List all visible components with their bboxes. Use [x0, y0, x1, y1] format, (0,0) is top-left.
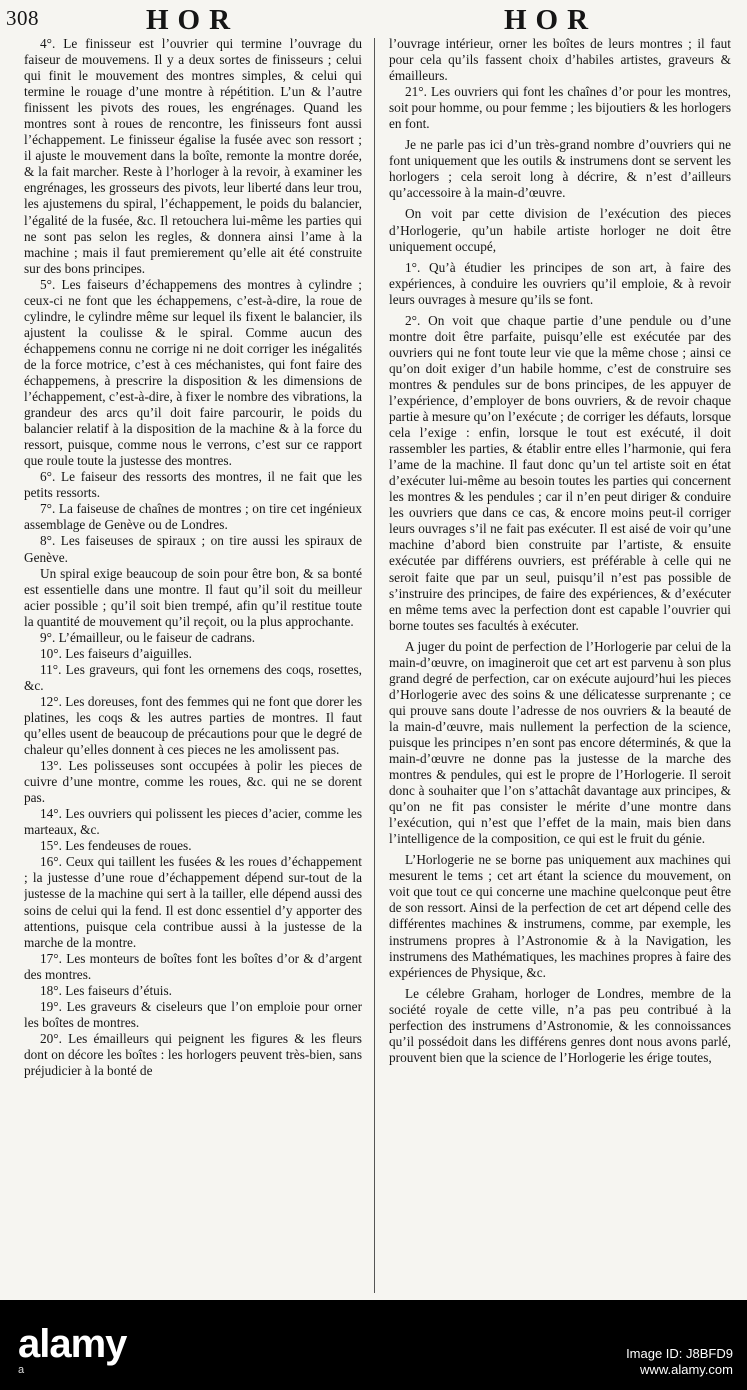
paragraph: 9°. L’émailleur, ou le faiseur de cadrans.: [40, 629, 256, 645]
paragraph: 20°. Les émailleurs qui peignent les figures & les fleurs dont on décore les boîtes : les horlogers peuvent très-bien, sans préjudicier à la bonté de: [24, 1030, 362, 1078]
paragraph: 19°. Les graveurs & ciseleurs que l’on emploie pour orner les boîtes de montres.: [24, 998, 362, 1030]
paragraph: 4°. Le finisseur est l’ouvrier qui termine l’ouvrage du faiseur de mouvemens. Il y a deux sortes de finisseurs ; celui qui finit le mouvement des montres simples, & celui qui termine le rouage d’une montre à répétition. L’un & l’autre finissent les pivots des roues, les engrénages. Quand les montres sont à roues de rencontre, les finisseurs font aussi l’échappement. Le finisseur égalise la fusée avec son ressort ; il ajuste le mouvement dans la boîte, remonte la montre dorée, & la fait marcher. Reste à l’horloger à la revoir, à examiner les engrénages, les grosseurs des pivots, leur liberté dans leur trou, les ajustemens du spiral, l’échappement, le poids du balancier, l’égalité de la fusée, &c. Il retouchera lui-même les parties qui ne sont pas selon les regles, & donnera ainsi l’ame à la machine ; mais il faut premierement qu’elle ait été construite sur des bons principes.: [24, 36, 362, 276]
paragraph: 16°. Ceux qui taillent les fusées & les roues d’échappement ; la justesse d’une roue d’échappement dépend sur-tout de la justesse de la machine qui sert à la tailler, elle dépend aussi des soins de celui qui la fend. Il est donc essentiel d’y apporter des attentions, puisque cela contribue aussi à la justesse de la marche de la montre.: [24, 854, 362, 950]
paragraph: 10°. Les faiseurs d’aiguilles.: [40, 645, 192, 661]
paragraph: On voit par cette division de l’exécution des pieces d’Horlogerie, qu’un habile artiste horloger ne doit être uniquement occupé,: [389, 206, 731, 254]
paragraph: A juger du point de perfection de l’Horlogerie par celui de la main-d’œuvre, on imagineroit que cet art est parvenu à son plus grand degré de perfection, car on exécute aujourd’hui les pieces d’Horlogerie avec des soins & une délicatesse surprenante ; ce qui prouve sans doute l’adresse de nos ouvriers & la beauté de la main-d’œuvre, mais nullement la perfection de la science, puisque les principes n’en sont pas encore déterminés, & que la main-d’œuvre ne donne pas la justesse de la marche des montres & pendules, qui est le propre de l’Horlogerie. Il seroit donc à souhaiter que l’on s’attachât davantage aux principes, & qu’on ne fit pas consister le mérite d’une montre dans l’exécution, qui n’est que l’effet de la main, mais bien dans l’intelligence de la composition, ce qui est le fruit du génie.: [389, 638, 731, 847]
paragraph: 8°. Les faiseuses de spiraux ; on tire aussi les spiraux de Genève.: [24, 533, 362, 565]
paragraph: 6°. Le faiseur des ressorts des montres, il ne fait que les petits ressorts.: [24, 469, 362, 501]
paragraph: l’ouvrage intérieur, orner les boîtes de leurs montres ; il faut pour cela qu’ils fassent choix d’habiles artistes, graveurs & émailleurs.: [389, 36, 731, 84]
paragraph: Je ne parle pas ici d’un très-grand nombre d’ouvriers qui ne font uniquement que les outils & instrumens dont se servent les horlogers ; cela seroit long à décrire, & n’est d’ailleurs qu’accessoire à la main-d’œuvre.: [389, 137, 731, 201]
site-url: www.alamy.com: [640, 1362, 733, 1377]
paragraph: L’Horlogerie ne se borne pas uniquement aux machines qui mesurent le tems ; cet art étant la science du mouvement, on voit que tout ce qui concerne une machine quelconque peut être de son ressort. Ainsi de la perfection de cet art dépend celle des différentes machines & instrumens, comme, par exemple, les instrumens propres à l’Astronomie & à la Navigation, les instrumens des Mathématiques, les machines propres à faire des expériences de Physique, &c.: [389, 852, 731, 980]
left-text-column: [24, 36, 362, 1298]
running-head-left: HOR: [146, 4, 240, 36]
paragraph: 13°. Les polisseuses sont occupées à polir les pieces de cuivre d’une montre, comme les roues, &c. qui ne se dorent pas.: [24, 758, 362, 806]
reference-mark: a: [18, 1364, 25, 1376]
paragraph: 17°. Les monteurs de boîtes font les boîtes d’or & d’argent des montres.: [24, 950, 362, 982]
paragraph: 5°. Les faiseurs d’échappemens des montres à cylindre ; ceux-ci ne font que les échappemens, c’est-à-dire, la roue de cylindre, le cylindre même sur lequel ils fixent le balancier, ils ajustent la coulisse & le spiral. Comme aucun des échappemens connu ne corrige ni ne doit corriger les inégalités de la force motrice, c’est à ces méchanistes, qui font faire des échappemens, à prescrire la disposition & les dimensions de l’échappement, c’est-à-dire, à fixer le nombre des vibrations, la grandeur des arcs qu’il doit faire parcourir, le poids du balancier relatif à la disposition de la machine & à la force du ressort, puisque, comme nous le verrons, c’est sur ce rapport que roule toute la justesse des montres.: [24, 276, 362, 469]
paragraph: 1°. Qu’à étudier les principes de son art, à faire des expériences, à conduire les ouvriers qu’il emploie, & à revoir leurs ouvrages à mesure qu’ils se font.: [389, 259, 731, 307]
alamy-logo: alamy: [18, 1322, 127, 1366]
paragraph: 11°. Les graveurs, qui font les ornemens des coqs, rosettes, &c.: [24, 661, 362, 693]
paragraph: 14°. Les ouvriers qui polissent les pieces d’acier, comme les marteaux, &c.: [24, 806, 362, 838]
right-text-column: [389, 36, 731, 1298]
paragraph: 18°. Les faiseurs d’étuis.: [40, 982, 172, 998]
page-number: 308: [6, 6, 39, 30]
column-divider: [374, 38, 375, 1293]
paragraph: 12°. Les doreuses, font des femmes qui ne font que dorer les platines, les coqs & les autres parties de montres. Il faut qu’elles usent de beaucoup de précautions pour que le degré de chaleur qu’elles donnent à ces pieces ne les amolissent pas.: [24, 693, 362, 758]
paragraph: Un spiral exige beaucoup de soin pour être bon, & sa bonté est essentielle dans une montre. Il faut qu’il soit du meilleur acier possible ; qu’il soit bien trempé, afin qu’il restitue toute la quantité de mouvement qu’il reçoit, ou la plus approchante.: [24, 565, 362, 629]
paragraph: 7°. La faiseuse de chaînes de montres ; on tire cet ingénieux assemblage de Genève ou de Londres.: [24, 501, 362, 533]
paragraph: 21°. Les ouvriers qui font les chaînes d’or pour les montres, soit pour homme, ou pour femme ; les bijoutiers & les horlogers en font.: [389, 84, 731, 132]
running-head-right: HOR: [504, 4, 598, 36]
paragraph: 15°. Les fendeuses de roues.: [40, 838, 192, 854]
image-id: Image ID: J8BFD9: [626, 1346, 733, 1361]
paragraph: 2°. On voit que chaque partie d’une pendule ou d’une montre doit être parfaite, puisqu’elle est exécutée par des ouvriers qui ne font toute leur vie que la même chose ; ainsi ce qu’on doit exiger d’un habile homme, c’est de construire ses montres & pendules sur de bons principes, de les appuyer de l’expérience, d’employer de bons ouvriers, & de revoir chaque partie à mesure qu’on l’exécute ; de corriger les défauts, lorsque cela l’exige : enfin, lorsque le tout est exécuté, il doit rassembler les parties, & établir entre elles l’harmonie, qui fera l’ame de la machine. Il faut donc qu’un tel artiste soit en état d’exécuter lui-même au besoin toutes les parties qui concernent les montres & les pendules ; car il n’en peut diriger & conduire les ouvriers que dans ce cas, & encore moins peut-il corriger leurs ouvrages s’il ne fait pas exécuter. Il est aisé de voir qu’une machine d’abord bien construite par l’artiste, & ensuite exécutée par différens ouvriers, est préférable à celle qui ne seroit faite que par un seul, puisqu’il n’est pas possible de s’instruire des principes, de faire des expériences, & d’exécuter en même tems avec la perfection dont est capable l’ouvrier qui borne toutes ses facultés à exécuter.: [389, 312, 731, 633]
paragraph: Le célebre Graham, horloger de Londres, membre de la société royale de cette ville, n’a pas peu contribué à la perfection des instrumens d’Astronomie, & les connoissances qu’il possédoit dans les différens genres dont nous avons parlé, prouvent bien que la science de l’Horlogerie les érige toutes,: [389, 985, 731, 1065]
